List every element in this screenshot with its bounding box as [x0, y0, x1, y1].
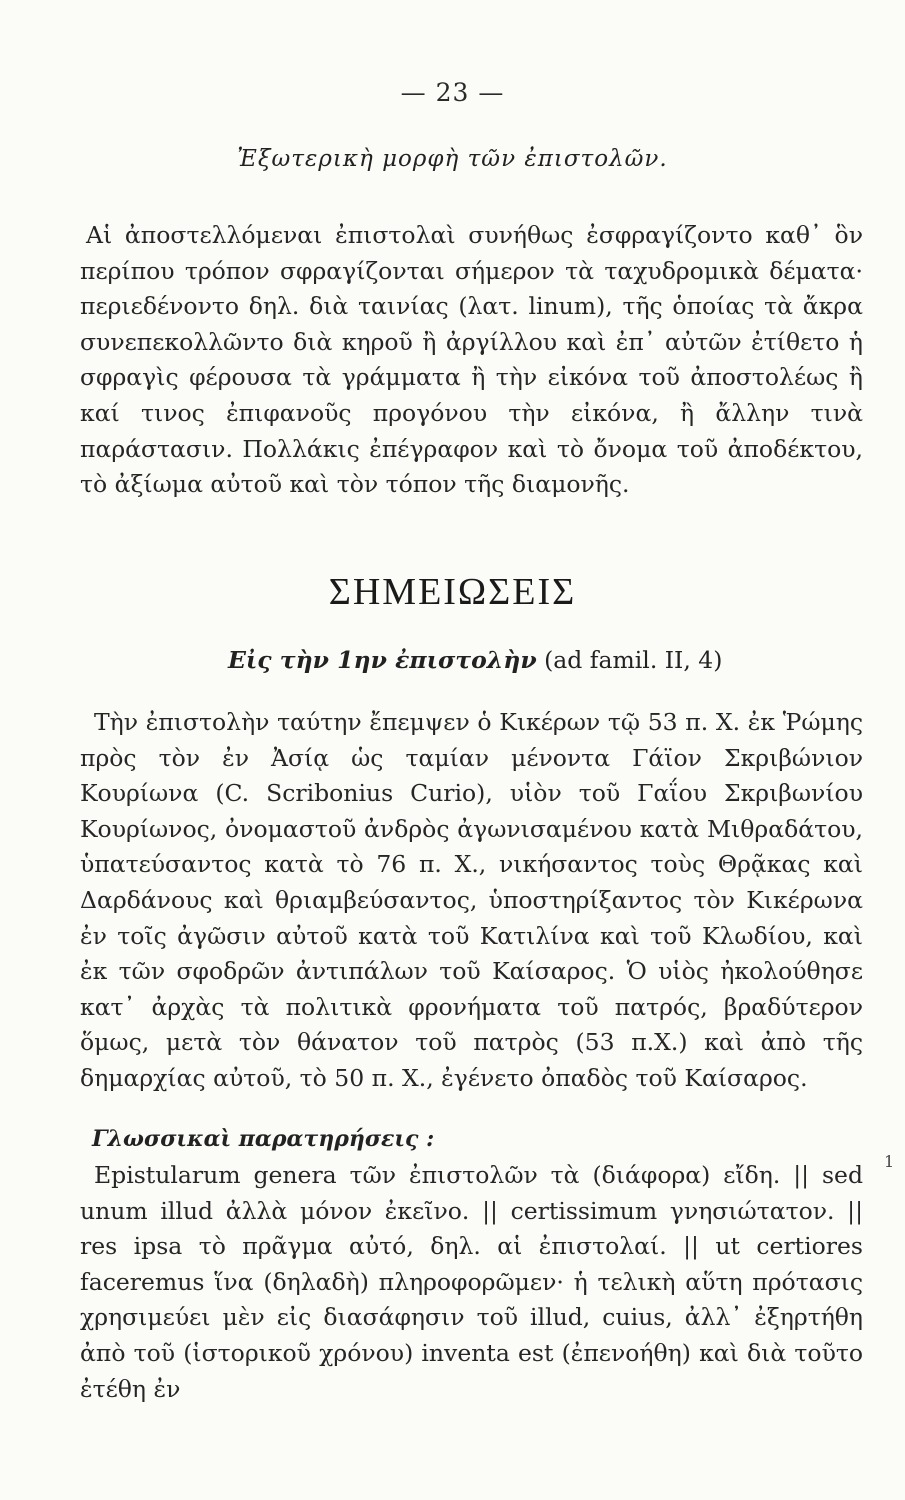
margin-mark: 1 [884, 1152, 895, 1171]
letter-heading-latin: (ad famil. II, 4) [544, 646, 723, 674]
letter-heading [228, 646, 722, 674]
gloss-heading: Γλωσσικαὶ παρατηρήσεις : [92, 1126, 435, 1152]
letter-heading-greek: Εἰς τὴν 1ην ἐπιστολὴν [228, 646, 537, 674]
section-heading: Ἐξωτερικὴ μορφὴ τῶν ἐπιστολῶν. [237, 146, 668, 172]
notes-title: ΣΗΜΕΙΩΣΕΙΣ [328, 571, 577, 613]
gloss-paragraph: Epistularum genera τῶν ἐπιστολῶν τὰ (διάφορα) εἴδη. || sed unum illud ἀλλὰ μόνον ἐκεῖνο. || certissimum γνησιώτατον. || res ipsa τὸ πρᾶγμα αὐτό, δηλ. αἱ ἐπιστολαί. || ut certiores faceremus ἵνα (δηλαδὴ) πληροφορῶμεν· ἡ τελικὴ αὕτη πρότασις χρησιμεύει μὲν εἰς διασάφησιν τοῦ illud, cuius, ἀλλ᾽ ἐξηρτήθη ἀπὸ τοῦ (ἱστορικοῦ χρόνου) inventa est (ἐπενοήθη) καὶ διὰ τοῦτο ἐτέθη ἐν [80, 1161, 863, 1403]
commentary-paragraph: Τὴν ἐπιστολὴν ταύτην ἔπεμψεν ὁ Κικέρων τῷ 53 π. Χ. ἐκ Ῥώμης πρὸς τὸν ἐν Ἀσίᾳ ὡς ταμίαν μένοντα Γάϊον Σκριβώνιον Κουρίωνα (C. Scribonius Curio), υἱὸν τοῦ Γαΐου Σκριβωνίου Κουρίωνος, ὀνομαστοῦ ἀνδρὸς ἀγωνισαμένου κατὰ Μιθραδάτου, ὑπατεύσαντος κατὰ τὸ 76 π. Χ., νικήσαντος τοὺς Θρᾷκας καὶ Δαρδάνους καὶ θριαμβεύσαντος, ὑποστηρίξαντος τὸν Κικέρωνα ἐν τοῖς ἀγῶσιν αὐτοῦ κατὰ τοῦ Κατιλίνα καὶ τοῦ Κλωδίου, καὶ ἐκ τῶν σφοδρῶν ἀντιπάλων τοῦ Καίσαρος. Ὁ υἱὸς ἠκολούθησε κατ᾽ ἀρχὰς τὰ πολιτικὰ φρονήματα τοῦ πατρός, βραδύτερον ὅμως, μετὰ τὸν θάνατον τοῦ πατρὸς (53 π.Χ.) καὶ ἀπὸ τῆς δημαρχίας αὐτοῦ, τὸ 50 π. Χ., ἐγένετο ὀπαδὸς τοῦ Καίσαρος. [80, 708, 863, 1092]
page-number: — 23 — [400, 78, 505, 107]
intro-paragraph: Αἱ ἀποστελλόμεναι ἐπιστολαὶ συνήθως ἐσφραγίζοντο καθ᾽ ὃν περίπου τρόπον σφραγίζονται σήμερον τὰ ταχυδρομικὰ δέματα· περιεδένοντο δηλ. διὰ ταινίας (λατ. linum), τῆς ὁποίας τὰ ἄκρα συνεπεκολλῶντο διὰ κηροῦ ἢ ἀργίλλου καὶ ἐπ᾽ αὐτῶν ἐτίθετο ἡ σφραγὶς φέρουσα τὰ γράμματα ἢ τὴν εἰκόνα τοῦ ἀποστολέως ἢ καί τινος ἐπιφανοῦς προγόνου τὴν εἰκόνα, ἢ ἄλλην τινὰ παράστασιν. Πολλάκις ἐπέγραφον καὶ τὸ ὄνομα τοῦ ἀποδέκτου, τὸ ἀξίωμα αὐτοῦ καὶ τὸν τόπον τῆς διαμονῆς. [80, 221, 863, 499]
